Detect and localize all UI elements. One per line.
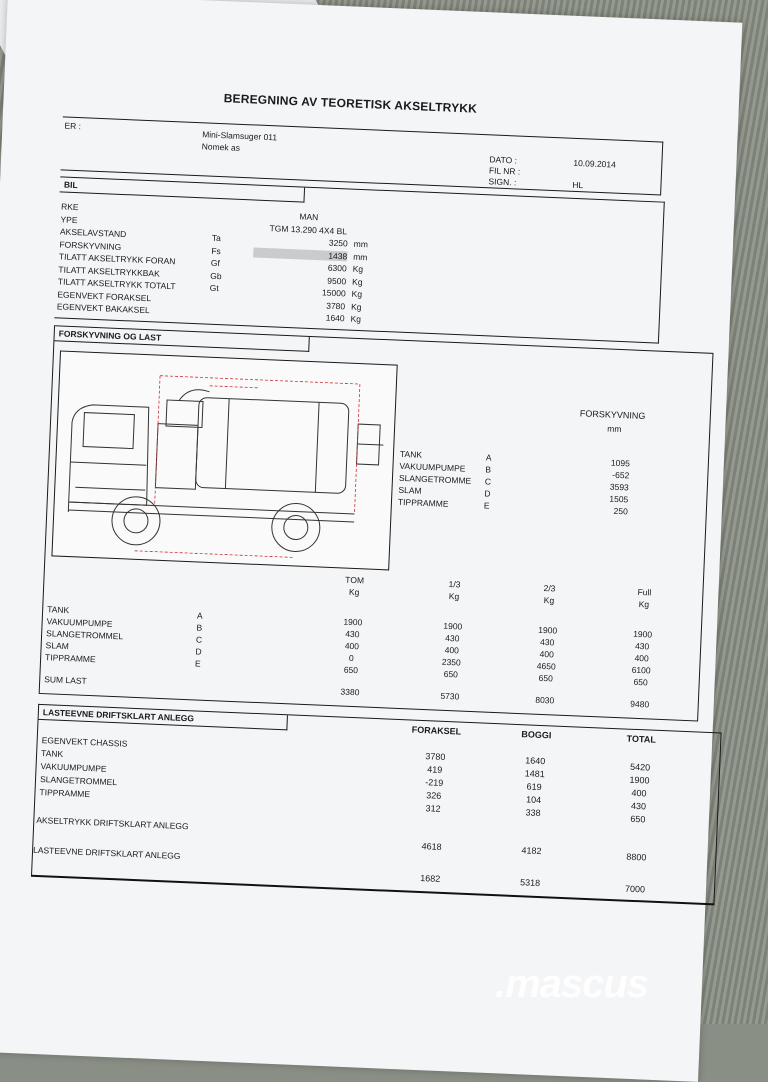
load-row-label: TANK [46, 604, 70, 616]
load-cell: 6100 [631, 664, 651, 676]
lasteevne-cell-boggi: 1640 [525, 755, 546, 767]
lasteevne-section-header: LASTEEVNE DRIFTSKLART ANLEGG [39, 705, 288, 730]
lasteevne-cell-total: 1900 [629, 774, 650, 786]
lasteevne-section [31, 704, 722, 905]
load-cell: 4650 [536, 660, 556, 672]
bil-row-label: AKSELAVSTAND [59, 226, 127, 240]
bil-row-value: 6300 [327, 262, 347, 274]
lasteevne-cell-foraksel: 1682 [420, 873, 441, 884]
load-cell: 430 [634, 640, 650, 652]
load-cell: 400 [539, 648, 555, 660]
akseltrykk-label: AKSELTRYKK DRIFTSKLART ANLEGG [36, 814, 189, 832]
sign-label: SIGN. : [488, 176, 517, 188]
document-title: BEREGNING AV TEORETISK AKSELTRYKK [223, 91, 478, 116]
bil-row-symbol: Ta [211, 232, 222, 244]
lasteevne-row-label: TIPPRAMME [39, 787, 91, 800]
bil-row-label: TILATT AKSELTRYKK FORAN [58, 251, 176, 267]
bil-row-label: RKE [60, 201, 79, 213]
sum-last-label: SUM LAST [44, 674, 87, 686]
forskyvning-item-value: -652 [612, 469, 630, 481]
load-cell: 2350 [441, 656, 461, 668]
forskyvning-item-symbol: E [483, 500, 490, 511]
forskyvning-item-label: SLAM [398, 484, 422, 496]
load-cell: 430 [345, 628, 360, 640]
sum-cell: 8030 [535, 694, 555, 706]
lasteevne-row-label: TANK [40, 748, 64, 759]
bil-row-unit: Kg [351, 288, 363, 300]
bil-row-value: 9500 [327, 275, 347, 286]
dato-value: 10.09.2014 [573, 157, 617, 170]
forskyvning-item-value: 1505 [609, 493, 629, 505]
load-cell: 430 [539, 636, 555, 648]
bil-row-unit: Kg [352, 263, 364, 275]
bil-row-label: YPE [60, 213, 78, 225]
lasteevne-cell-boggi: 619 [526, 781, 542, 793]
lasteevne-row-label: VAKUUMPUMPE [40, 761, 107, 774]
mascus-watermark: .mascus [495, 962, 649, 1006]
lasteevne-col-header: BOGGI [521, 729, 552, 741]
load-cell: 1900 [538, 624, 558, 636]
lasteevne-col-header: FORAKSEL [411, 724, 462, 737]
lasteevne-cell-boggi: 1481 [524, 768, 545, 780]
forskyvning-section [39, 325, 714, 721]
lasteevne-cell-total: 430 [630, 800, 647, 812]
load-cell: 400 [444, 644, 460, 656]
load-col-unit: Kg [448, 590, 460, 602]
load-cell: 0 [348, 652, 354, 664]
bil-row-label: TILATT AKSELTRYKK TOTALT [57, 276, 176, 292]
forskyvning-item-label: TANK [399, 448, 423, 460]
forskyvning-item-value: 3593 [609, 481, 630, 493]
load-col-unit: Kg [638, 598, 650, 610]
bil-row-value: 3780 [326, 300, 346, 311]
load-row-symbol: B [196, 622, 203, 633]
kunde-company: Nomek as [201, 141, 241, 153]
kunde-name: Mini-Slamsuger 011 [202, 129, 278, 143]
bil-row-symbol: Gf [210, 257, 221, 269]
bil-row-value: 3250 [328, 237, 348, 249]
lasteevne-cell-boggi: 5318 [519, 877, 541, 889]
load-col-unit: Kg [543, 594, 555, 606]
lasteevne-cell-foraksel: -219 [425, 777, 444, 788]
bil-row-label: EGENVEKT BAKAKSEL [56, 301, 150, 316]
bil-row-value: 1640 [325, 312, 345, 324]
load-cell: 1900 [632, 628, 653, 640]
load-cell: 400 [344, 640, 360, 652]
load-col-header: Full [637, 586, 652, 598]
lasteevne-cell-boggi: 338 [525, 807, 541, 819]
bil-row-label: TILATT AKSELTRYKKBAK [58, 263, 160, 279]
load-row-symbol: D [195, 646, 202, 657]
document-page [32, 84, 723, 895]
load-cell: 430 [445, 632, 460, 644]
lasteevne-cell-foraksel: 312 [425, 803, 441, 814]
load-cell: 650 [343, 664, 359, 676]
load-col-header: 1/3 [448, 578, 461, 590]
lasteevne-label: LASTEEVNE DRIFTSKLART ANLEGG [32, 844, 181, 861]
kunde-label: ER : [64, 120, 82, 132]
forskyvning-col-title: FORSKYVNING [579, 408, 646, 422]
forskyvning-item-symbol: B [485, 464, 492, 475]
truck-drawing [51, 350, 397, 570]
bil-row-symbol: Gb [210, 270, 222, 281]
load-cell: 400 [634, 652, 649, 664]
lasteevne-cell-boggi: 4182 [521, 845, 542, 857]
forskyvning-item-symbol: C [484, 476, 492, 487]
bil-row-symbol: Gt [209, 282, 219, 294]
load-col-header: 2/3 [543, 582, 556, 594]
bil-row-value: MAN [299, 211, 319, 223]
bil-row-unit: mm [353, 238, 369, 250]
bil-row-value: TGM 13.290 4X4 BL [269, 222, 348, 236]
forskyvning-item-label: VAKUUMPUMPE [399, 460, 466, 474]
forskyvning-item-symbol: D [484, 488, 491, 499]
bil-row-unit: mm [353, 251, 368, 262]
filnr-label: FIL NR : [488, 165, 521, 177]
bil-row-label: EGENVEKT FORAKSEL [57, 288, 152, 303]
load-col-unit: Kg [348, 586, 360, 598]
sum-cell: 5730 [440, 690, 460, 702]
lasteevne-cell-foraksel: 419 [427, 764, 443, 775]
load-row-symbol: E [194, 658, 201, 669]
sum-cell: 3380 [340, 686, 360, 698]
forskyvning-item-label: SLANGETROMME [398, 472, 472, 486]
lasteevne-cell-foraksel: 3780 [425, 751, 446, 762]
load-row-label: SLAM [45, 640, 70, 652]
bil-row-symbol: Fs [211, 245, 222, 256]
lasteevne-row-label: EGENVEKT CHASSIS [41, 735, 128, 749]
lasteevne-cell-total: 400 [631, 787, 647, 799]
lasteevne-cell-foraksel: 326 [426, 790, 442, 801]
sign-value: HL [572, 179, 584, 191]
load-row-label: VAKUUMPUMPE [46, 616, 113, 629]
load-col-header: TOM [345, 574, 365, 586]
forskyvning-col-unit: mm [607, 423, 622, 435]
bil-row-value: 15000 [321, 287, 346, 299]
lasteevne-cell-foraksel: 4618 [421, 841, 442, 852]
load-row-symbol: C [195, 634, 203, 645]
load-row-label: TIPPRAMME [44, 652, 96, 665]
bil-row-label: FORSKYVNING [59, 238, 122, 252]
forskyvning-item-value: 250 [613, 505, 629, 517]
load-cell: 650 [633, 676, 648, 688]
load-cell: 650 [443, 668, 459, 680]
forskyvning-item-value: 1095 [610, 457, 631, 469]
bil-row-value: 1438 [253, 247, 347, 261]
load-row-label: SLANGETROMMEL [45, 628, 124, 642]
bil-row-unit: Kg [351, 276, 363, 287]
lasteevne-cell-total: 5420 [629, 761, 651, 773]
truck-diagram-icon [52, 352, 396, 570]
load-row-symbol: A [196, 610, 203, 621]
dato-label: DATO : [489, 154, 518, 166]
load-cell: 650 [538, 672, 554, 684]
bil-row-unit: Kg [350, 301, 362, 312]
bil-row-unit: Kg [350, 313, 362, 325]
lasteevne-cell-total: 7000 [624, 883, 646, 895]
lasteevne-cell-total: 650 [630, 813, 646, 825]
lasteevne-row-label: SLANGETROMMEL [39, 774, 118, 788]
load-cell: 1900 [443, 620, 463, 632]
load-cell: 1900 [343, 616, 363, 628]
forskyvning-section-header: FORSKYVNING OG LAST [54, 326, 309, 352]
lasteevne-cell-boggi: 104 [525, 794, 542, 806]
bil-section-header: BIL [60, 177, 305, 202]
sum-cell: 9480 [630, 698, 650, 710]
bil-section [54, 176, 664, 343]
lasteevne-col-header: TOTAL [626, 733, 657, 745]
lasteevne-cell-total: 8800 [626, 851, 647, 863]
forskyvning-item-symbol: A [485, 452, 492, 463]
forskyvning-item-label: TIPPRAMME [397, 496, 449, 509]
